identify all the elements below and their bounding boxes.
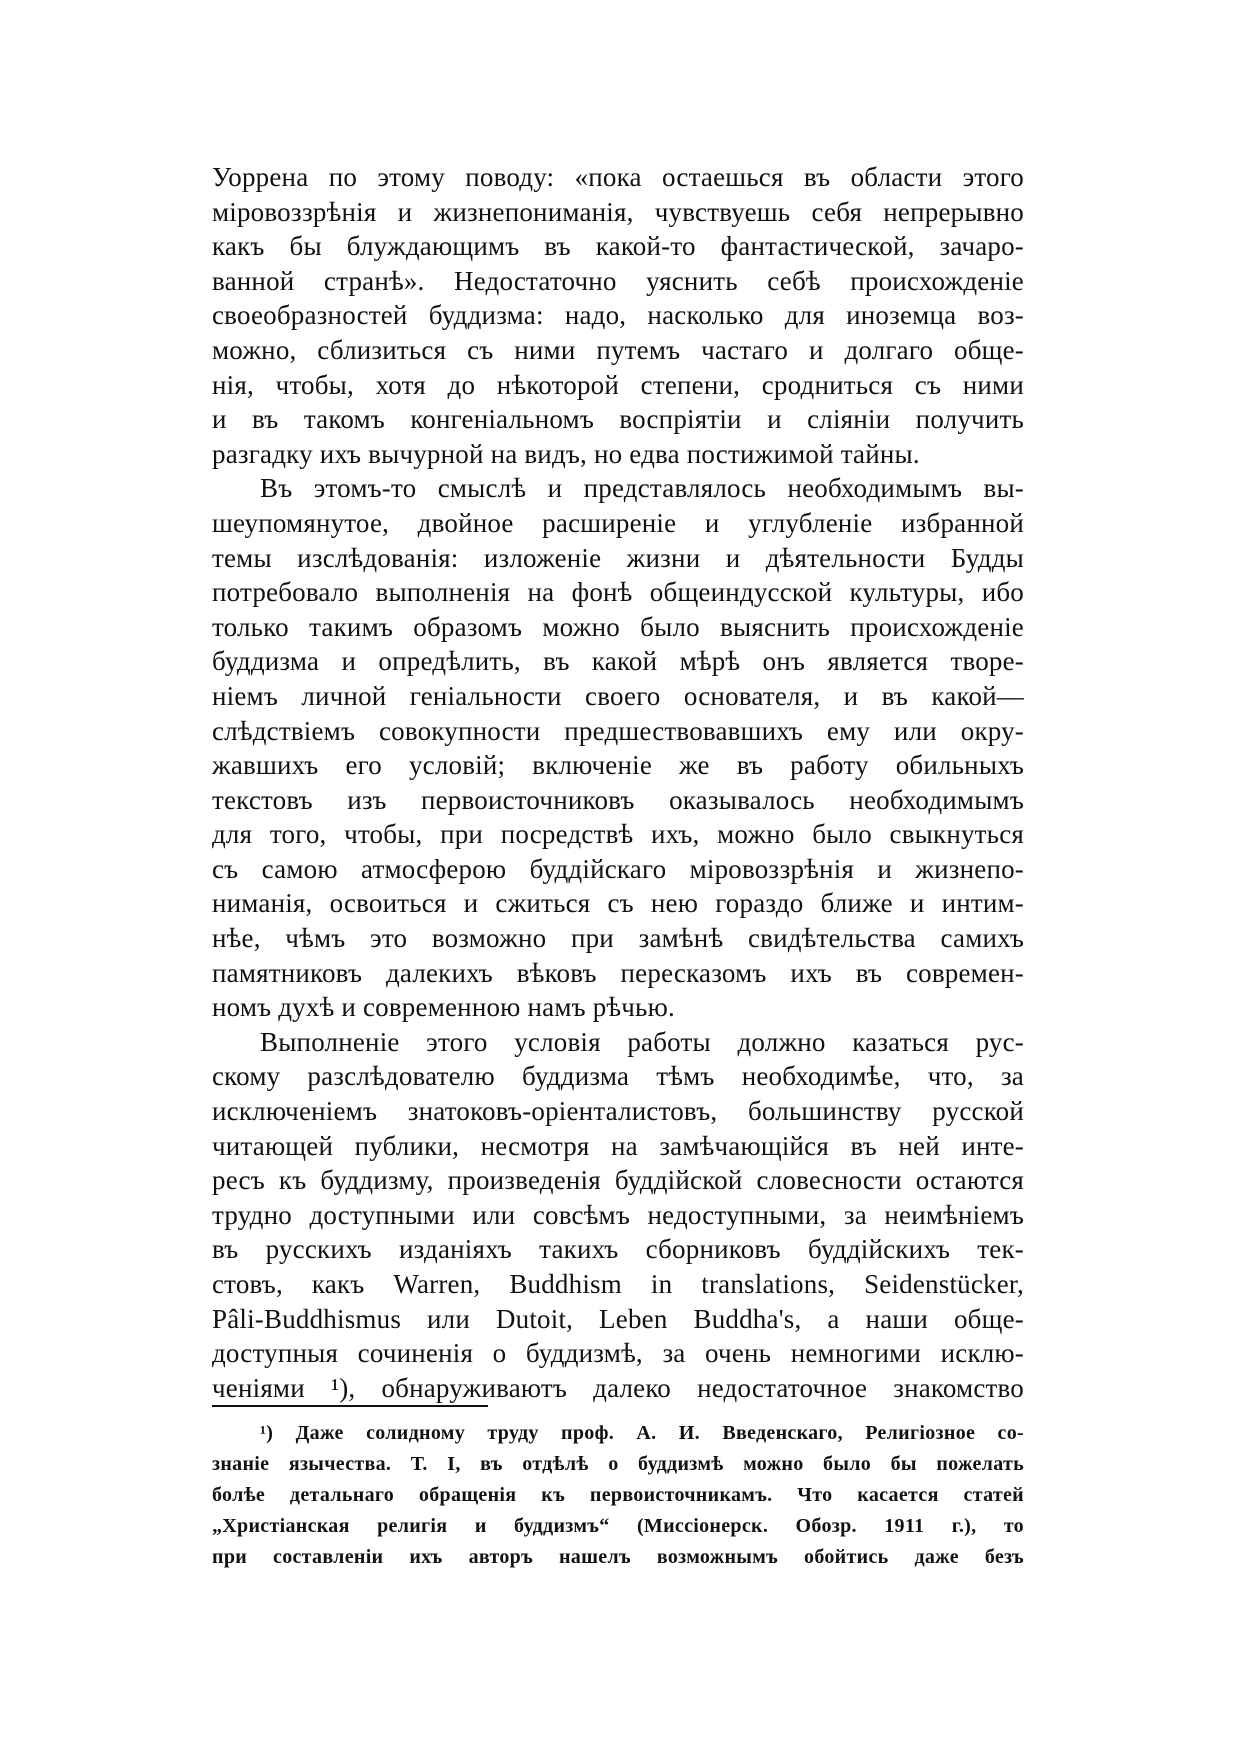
body-line: Въ этомъ-то смыслѣ и представлялось необходимымъ вы- bbox=[260, 473, 1024, 504]
body-line: номъ духѣ и современною намъ рѣчью. bbox=[212, 992, 675, 1023]
body-line: міровоззрѣнія и жизнепониманія, чувствуешь себя непрерывно bbox=[212, 196, 1024, 227]
body-line: ченіями ¹), обнаруживаютъ далеко недостаточное знакомство bbox=[212, 1372, 1024, 1403]
body-line: скому разслѣдователю буддизма тѣмъ необходимѣе, что, за bbox=[212, 1061, 1024, 1092]
footnote-line: ¹) Даже солидному труду проф. А. И. Введенскаго, Религіозное со- bbox=[260, 1422, 1024, 1444]
body-line: нія, чтобы, хотя до нѣкоторой степени, сродниться съ ними bbox=[212, 369, 1024, 400]
body-line: Выполненіе этого условія работы должно казаться рус- bbox=[260, 1026, 1024, 1057]
body-line: разгадку ихъ вычурной на видъ, но едва постижимой тайны. bbox=[212, 438, 920, 469]
body-line: буддизма и опредѣлить, въ какой мѣрѣ онъ является творе- bbox=[212, 646, 1024, 677]
body-line: ниманія, освоиться и сжиться съ нею гораздо ближе и интим- bbox=[212, 888, 1024, 919]
body-line: ресъ къ буддизму, произведенія буддійской словесности остаются bbox=[212, 1165, 1024, 1196]
body-line: темы изслѣдованія: изложеніе жизни и дѣятельности Будды bbox=[212, 542, 1024, 573]
footnote-line: при составленіи ихъ авторъ нашелъ возможнымъ обойтись даже безъ bbox=[212, 1546, 1024, 1568]
body-line: ванной странѣ». Недостаточно уяснить себѣ происхожденіе bbox=[212, 265, 1024, 296]
body-line: читающей публики, несмотря на замѣчающійся въ ней инте- bbox=[212, 1130, 1024, 1161]
body-line: своеобразностей буддизма: надо, насколько для иноземца воз- bbox=[212, 300, 1024, 331]
body-line: потребовало выполненія на фонѣ общеиндусской культуры, ибо bbox=[212, 577, 1024, 608]
body-line: и въ такомъ конгеніальномъ воспріятіи и сліяніи получить bbox=[212, 404, 1024, 435]
footnote-line: знаніе язычества. Т. I, въ отдѣлѣ о буддизмѣ можно было бы пожелать bbox=[212, 1453, 1024, 1475]
body-line: памятниковъ далекихъ вѣковъ пересказомъ ихъ въ современ- bbox=[212, 957, 1024, 988]
footnote-text bbox=[212, 1418, 1024, 1573]
footnote-line: „Христіанская религія и буддизмъ“ (Миссіонерск. Обозр. 1911 г.), то bbox=[212, 1515, 1024, 1537]
body-line: исключеніемъ знатоковъ-оріенталистовъ, большинству русской bbox=[212, 1096, 1024, 1127]
body-line: доступныя сочиненія о буддизмѣ, за очень немногими исклю- bbox=[212, 1338, 1024, 1369]
body-line: слѣдствіемъ совокупности предшествовавшихъ ему или окру- bbox=[212, 715, 1024, 746]
body-text bbox=[212, 160, 1024, 1405]
footnote-line: болѣе детальнаго обращенія къ первоисточникамъ. Что касается статей bbox=[212, 1484, 1024, 1506]
body-line: можно, сблизиться съ ними путемъ частаго и долгаго обще- bbox=[212, 334, 1024, 365]
body-line: жавшихъ его условій; включеніе же въ работу обильныхъ bbox=[212, 750, 1024, 781]
body-line: трудно доступными или совсѣмъ недоступными, за неимѣніемъ bbox=[212, 1199, 1024, 1230]
body-line: нѣе, чѣмъ это возможно при замѣнѣ свидѣтельства самихъ bbox=[212, 923, 1024, 954]
body-line: съ самою атмосферою буддійскаго міровоззрѣнія и жизнепо- bbox=[212, 853, 1024, 884]
body-line: Pâli-Buddhismus или Dutoit, Leben Buddha's, а наши обще- bbox=[212, 1303, 1024, 1334]
body-line: текстовъ изъ первоисточниковъ оказывалось необходимымъ bbox=[212, 784, 1024, 815]
body-line: стовъ, какъ Warren, Buddhism in translations, Seidenstücker, bbox=[212, 1269, 1024, 1299]
body-line: въ русскихъ изданіяхъ такихъ сборниковъ буддійскихъ тек- bbox=[212, 1234, 1024, 1265]
footnote-rule bbox=[212, 1405, 488, 1407]
body-line: какъ бы блуждающимъ въ какой-то фантастической, зачаро- bbox=[212, 231, 1024, 262]
body-line: для того, чтобы, при посредствѣ ихъ, можно было свыкнуться bbox=[212, 819, 1024, 850]
body-line: Уоррена по этому поводу: «пока остаешься въ области этого bbox=[212, 162, 1024, 192]
body-line: только такимъ образомъ можно было выяснить происхожденіе bbox=[212, 611, 1024, 642]
body-line: шеупомянутое, двойное расширеніе и углубленіе избранной bbox=[212, 507, 1024, 538]
body-line: ніемъ личной геніальности своего основателя, и въ какой— bbox=[212, 680, 1024, 711]
